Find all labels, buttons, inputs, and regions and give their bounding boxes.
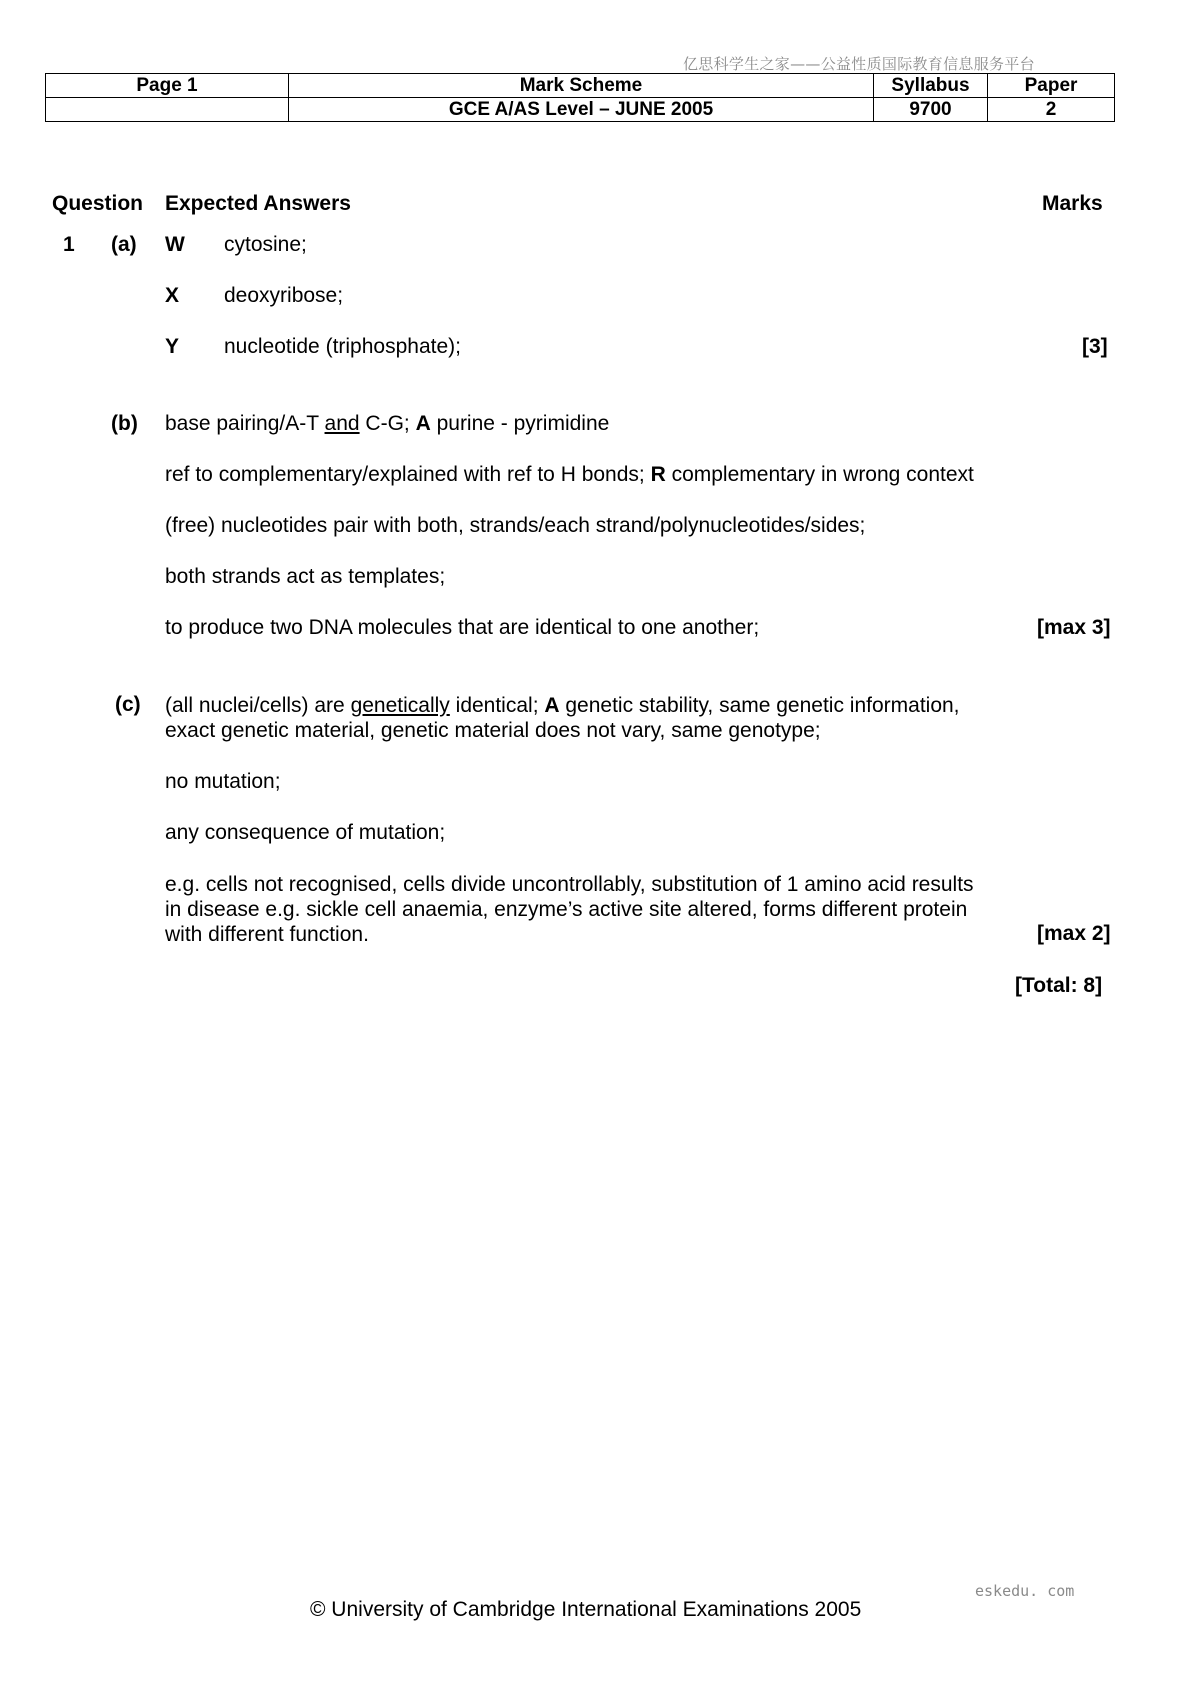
header-row-2 (46, 98, 1115, 122)
watermark-top: 亿思科学生之家——公益性质国际教育信息服务平台 (683, 55, 1035, 73)
paper-label: Paper (988, 74, 1115, 98)
syllabus-label: Syllabus (874, 74, 988, 98)
page-label: Page 1 (46, 74, 289, 98)
exam-title: GCE A/AS Level – JUNE 2005 (289, 98, 874, 122)
marks-part-a: [3] (1082, 335, 1108, 358)
part-b-line-3: (free) nucleotides pair with both, strands/each strand/polynucleotides/sides; (165, 514, 866, 537)
header-empty-cell (46, 98, 289, 122)
copyright-footer: © University of Cambridge International Examinations 2005 (310, 1598, 862, 1621)
answer-text-w: cytosine; (224, 233, 307, 256)
question-number: 1 (63, 233, 75, 256)
marks-column-heading: Marks (1042, 192, 1103, 215)
answer-key-w: W (165, 233, 185, 256)
part-b-label: (b) (111, 412, 138, 435)
total-marks: [Total: 8] (1015, 974, 1103, 997)
answer-text-x: deoxyribose; (224, 284, 344, 307)
watermark-bottom: eskedu. com (975, 1582, 1075, 1600)
part-b-line-4: both strands act as templates; (165, 565, 446, 588)
part-c-line-3: any consequence of mutation; (165, 821, 446, 844)
marks-part-b: [max 3] (1037, 616, 1111, 639)
question-column-heading: Question (52, 192, 144, 215)
answers-column-heading: Expected Answers (165, 192, 351, 215)
syllabus-code: 9700 (874, 98, 988, 122)
part-b-line-2: ref to complementary/explained with ref to H bonds; R complementary in wrong context (165, 463, 974, 486)
part-c-label: (c) (115, 693, 141, 716)
part-c-line-1: (all nuclei/cells) are genetically identical; A genetic stability, same genetic information, exact genetic material, genetic material does not vary, same genotype; (165, 694, 960, 742)
part-c-line-4: e.g. cells not recognised, cells divide uncontrollably, substitution of 1 amino acid results in disease e.g. sickle cell anaemia, enzyme’s active site altered, forms different protein with different function. (165, 873, 974, 946)
part-b-line-1: base pairing/A-T and C-G; A purine - pyrimidine (165, 412, 610, 435)
answer-text-y: nucleotide (triphosphate); (224, 335, 461, 358)
answer-key-x: X (165, 284, 180, 307)
mark-scheme-label: Mark Scheme (289, 74, 874, 98)
paper-number: 2 (988, 98, 1115, 122)
header-table (45, 73, 1115, 122)
header-row-1 (46, 74, 1115, 98)
answer-key-y: Y (165, 335, 180, 358)
part-a-label: (a) (111, 233, 137, 256)
marks-part-c: [max 2] (1037, 922, 1111, 945)
part-b-line-5: to produce two DNA molecules that are identical to one another; (165, 616, 760, 639)
part-c-line-2: no mutation; (165, 770, 281, 793)
